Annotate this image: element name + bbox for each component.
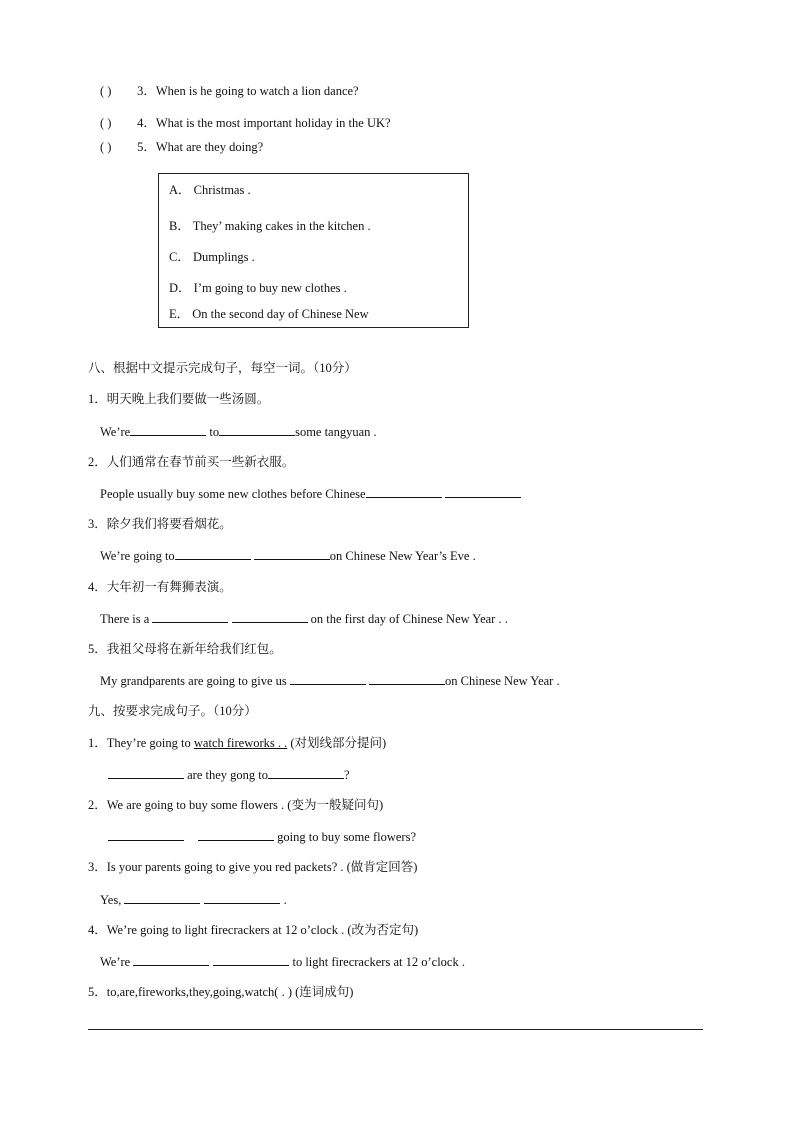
- s8-item-4-chinese: 4．大年初一有舞狮表演。: [88, 580, 232, 594]
- s8-item-2-chinese: 2．人们通常在春节前买一些新衣服。: [88, 455, 295, 469]
- sentence-part: Yes,: [100, 893, 125, 907]
- blank[interactable]: [108, 766, 184, 779]
- s8-item-5-sentence: [100, 672, 560, 689]
- s8-item-4-sentence: [100, 610, 508, 627]
- blank[interactable]: [213, 953, 289, 966]
- sentence-part: on Chinese New Year .: [445, 674, 560, 688]
- options-box: [158, 173, 469, 328]
- blank[interactable]: [204, 891, 280, 904]
- blank[interactable]: [108, 828, 184, 841]
- s9-q3: 3．Is your parents going to give you red packets? . (做肯定回答): [88, 860, 418, 874]
- s8-item-3-sentence: [100, 547, 476, 564]
- section-9-heading: 九、按要求完成句子。（10分）: [88, 704, 257, 718]
- s9-q4-answer: [100, 953, 465, 970]
- sentence-part: 1．They’re going to: [88, 736, 194, 750]
- blank[interactable]: [152, 610, 228, 623]
- option-d: D． I’m going to buy new clothes .: [169, 281, 347, 295]
- option-b: B． They’ making cakes in the kitchen .: [169, 219, 371, 233]
- s9-q2: 2．We are going to buy some flowers . (变为一般疑问句): [88, 798, 384, 812]
- section-8-heading: 八、根据中文提示完成句子，每空一词。（10分）: [88, 361, 357, 375]
- blank[interactable]: [268, 766, 344, 779]
- sentence-part: to light firecrackers at 12 o’clock .: [289, 955, 465, 969]
- sentence-part: We’re: [100, 955, 134, 969]
- sentence-part: We’re going to: [100, 549, 175, 563]
- s9-q1-answer: [108, 766, 350, 783]
- sentence-part: to: [206, 425, 220, 439]
- option-c: C． Dumplings .: [169, 250, 255, 264]
- blank[interactable]: [254, 547, 330, 560]
- question-4: [100, 115, 391, 131]
- s8-item-1-chinese: 1．明天晚上我们要做一些汤圆。: [88, 392, 270, 406]
- sentence-part: My grandparents are going to give us: [100, 674, 290, 688]
- blank[interactable]: [445, 485, 521, 498]
- sentence-part: People usually buy some new clothes before Chinese: [100, 487, 366, 501]
- answer-line[interactable]: [88, 1029, 703, 1030]
- s9-q5: 5．to,are,fireworks,they,going,watch( . ) (连词成句): [88, 985, 354, 999]
- answer-paren[interactable]: ( ): [100, 84, 112, 98]
- question-5: [100, 139, 263, 155]
- blank[interactable]: [130, 423, 206, 436]
- s9-q1: [88, 735, 386, 751]
- sentence-part: are they gong to: [184, 768, 269, 782]
- sentence-part: ?: [344, 768, 350, 782]
- sentence-part: We’re: [100, 425, 131, 439]
- sentence-part: going to buy some flowers?: [274, 830, 416, 844]
- question-3: [100, 83, 359, 99]
- blank[interactable]: [219, 423, 295, 436]
- blank[interactable]: [290, 672, 366, 685]
- answer-paren[interactable]: ( ): [100, 140, 112, 154]
- blank[interactable]: [369, 672, 445, 685]
- question-text: 4．What is the most important holiday in the UK?: [137, 116, 391, 130]
- s9-q4: 4．We’re going to light firecrackers at 12 o’clock . (改为否定句): [88, 923, 419, 937]
- question-text: 5．What are they doing?: [137, 140, 264, 154]
- blank[interactable]: [124, 891, 200, 904]
- s9-q3-answer: [100, 891, 287, 908]
- option-e: E． On the second day of Chinese New: [169, 307, 369, 321]
- instruction: (对划线部分提问): [287, 736, 387, 750]
- s8-item-2-sentence: [100, 485, 521, 502]
- s8-item-5-chinese: 5．我祖父母将在新年给我们红包。: [88, 642, 282, 656]
- sentence-part: on Chinese New Year’s Eve .: [329, 549, 476, 563]
- answer-paren[interactable]: ( ): [100, 116, 112, 130]
- s8-item-1-sentence: [100, 423, 377, 440]
- sentence-part: some tangyuan .: [295, 425, 377, 439]
- s9-q2-answer: [108, 828, 416, 845]
- blank[interactable]: [232, 610, 308, 623]
- blank[interactable]: [366, 485, 442, 498]
- sentence-part: There is a: [100, 612, 153, 626]
- blank[interactable]: [198, 828, 274, 841]
- blank[interactable]: [133, 953, 209, 966]
- sentence-part: .: [280, 893, 287, 907]
- option-a: A． Christmas .: [169, 183, 251, 197]
- question-text: 3．When is he going to watch a lion dance?: [137, 84, 359, 98]
- blank[interactable]: [175, 547, 251, 560]
- underlined-phrase: watch fireworks . .: [193, 736, 288, 750]
- sentence-part: on the first day of Chinese New Year . .: [307, 612, 508, 626]
- s8-item-3-chinese: 3．除夕我们将要看烟花。: [88, 517, 232, 531]
